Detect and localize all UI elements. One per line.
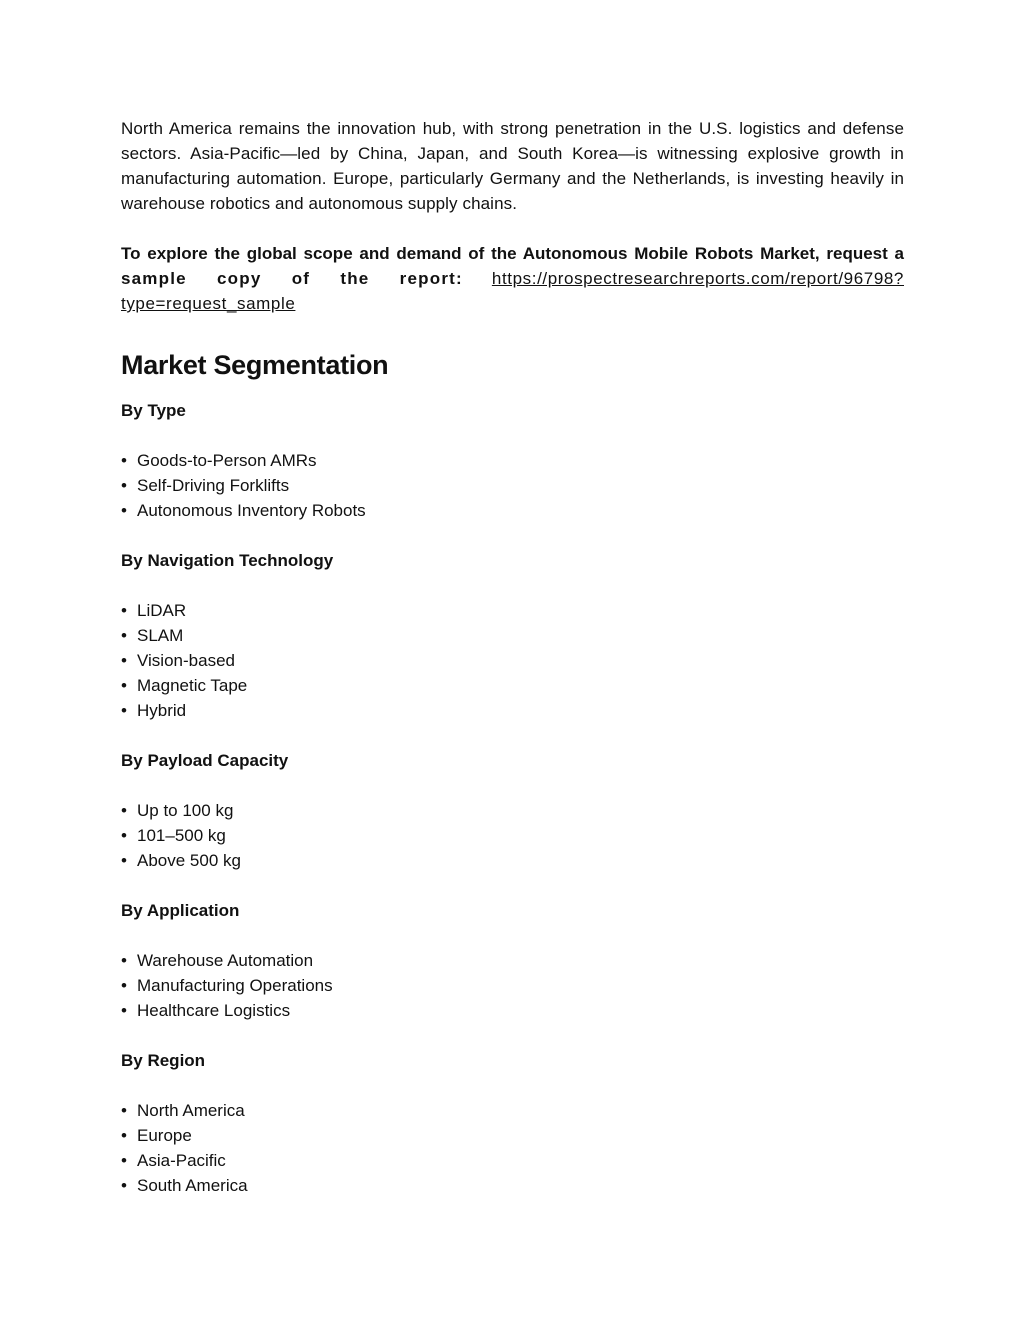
list-item: [121, 1098, 904, 1123]
segment-group-region: [121, 1048, 904, 1198]
list-item-text: Self-Driving Forklifts: [137, 476, 290, 495]
bullet-icon: •: [121, 451, 127, 470]
list-item: [121, 648, 904, 673]
segment-group-application: [121, 898, 904, 1023]
list-item-text: Magnetic Tape: [137, 676, 248, 695]
list-item: [121, 798, 904, 823]
list-item-text: LiDAR: [137, 601, 187, 620]
list-item: [121, 598, 904, 623]
list-item-text: Warehouse Automation: [137, 951, 314, 970]
bullet-icon: •: [121, 501, 127, 520]
bullet-icon: •: [121, 701, 127, 720]
bullet-icon: •: [121, 476, 127, 495]
segment-heading: By Type: [121, 401, 186, 420]
section-title: Market Segmentation: [121, 350, 389, 380]
list-item-text: Asia-Pacific: [137, 1151, 226, 1170]
list-item-text: Manufacturing Operations: [137, 976, 333, 995]
segment-list: [121, 448, 904, 523]
segment-group-payload: [121, 748, 904, 873]
callout-text-line1: To explore the global scope and demand of the Autonomous Mobile Robots Market, request a: [121, 244, 904, 263]
list-item: [121, 1173, 904, 1198]
list-item: [121, 498, 904, 523]
bullet-icon: •: [121, 1001, 127, 1020]
list-item: [121, 698, 904, 723]
list-item: [121, 1123, 904, 1148]
list-item-text: South America: [137, 1176, 248, 1195]
list-item: [121, 848, 904, 873]
list-item-text: Hybrid: [137, 701, 187, 720]
bullet-icon: •: [121, 976, 127, 995]
bullet-icon: •: [121, 1176, 127, 1195]
list-item-text: Up to 100 kg: [137, 801, 234, 820]
list-item: [121, 1148, 904, 1173]
sample-request-callout: [121, 241, 904, 316]
bullet-icon: •: [121, 676, 127, 695]
document-page: [121, 116, 904, 1198]
list-item: [121, 948, 904, 973]
list-item-text: Autonomous Inventory Robots: [137, 501, 366, 520]
list-item: [121, 673, 904, 698]
list-item-text: Above 500 kg: [137, 851, 241, 870]
callout-text-line2: sample copy of the report:: [121, 269, 463, 288]
segment-list: [121, 1098, 904, 1198]
list-item-text: 101–500 kg: [137, 826, 226, 845]
segment-group-navigation: [121, 548, 904, 723]
list-item: [121, 823, 904, 848]
bullet-icon: •: [121, 851, 127, 870]
list-item: [121, 473, 904, 498]
segment-list: [121, 948, 904, 1023]
list-item-text: SLAM: [137, 626, 184, 645]
list-item-text: Healthcare Logistics: [137, 1001, 291, 1020]
segment-heading: By Payload Capacity: [121, 751, 289, 770]
segment-heading: By Application: [121, 901, 240, 920]
bullet-icon: •: [121, 801, 127, 820]
list-item: [121, 973, 904, 998]
bullet-icon: •: [121, 951, 127, 970]
list-item-text: Goods-to-Person AMRs: [137, 451, 317, 470]
list-item-text: Europe: [137, 1126, 192, 1145]
bullet-icon: •: [121, 826, 127, 845]
list-item: [121, 448, 904, 473]
bullet-icon: •: [121, 651, 127, 670]
bullet-icon: •: [121, 1151, 127, 1170]
segment-group-type: [121, 398, 904, 523]
list-item-text: Vision-based: [137, 651, 235, 670]
segment-heading: By Region: [121, 1051, 206, 1070]
intro-paragraph: North America remains the innovation hub, with strong penetration in the U.S. logistics and defense sectors. Asia-Pacific—led by China, Japan, and South Korea—is witnessing explosive growth in manufacturing automation. Europe, particularly Germany and the Netherlands, is investing heavily in warehouse robotics and autonomous supply chains.: [121, 119, 904, 213]
bullet-icon: •: [121, 1126, 127, 1145]
sample-report-link[interactable]: https://prospectresearchreports.com/report/96798?type=request_sample: [121, 269, 904, 313]
list-item: [121, 623, 904, 648]
bullet-icon: •: [121, 626, 127, 645]
bullet-icon: •: [121, 601, 127, 620]
bullet-icon: •: [121, 1101, 127, 1120]
list-item-text: North America: [137, 1101, 245, 1120]
segment-heading: By Navigation Technology: [121, 551, 334, 570]
list-item: [121, 998, 904, 1023]
segment-list: [121, 598, 904, 723]
segment-list: [121, 798, 904, 873]
